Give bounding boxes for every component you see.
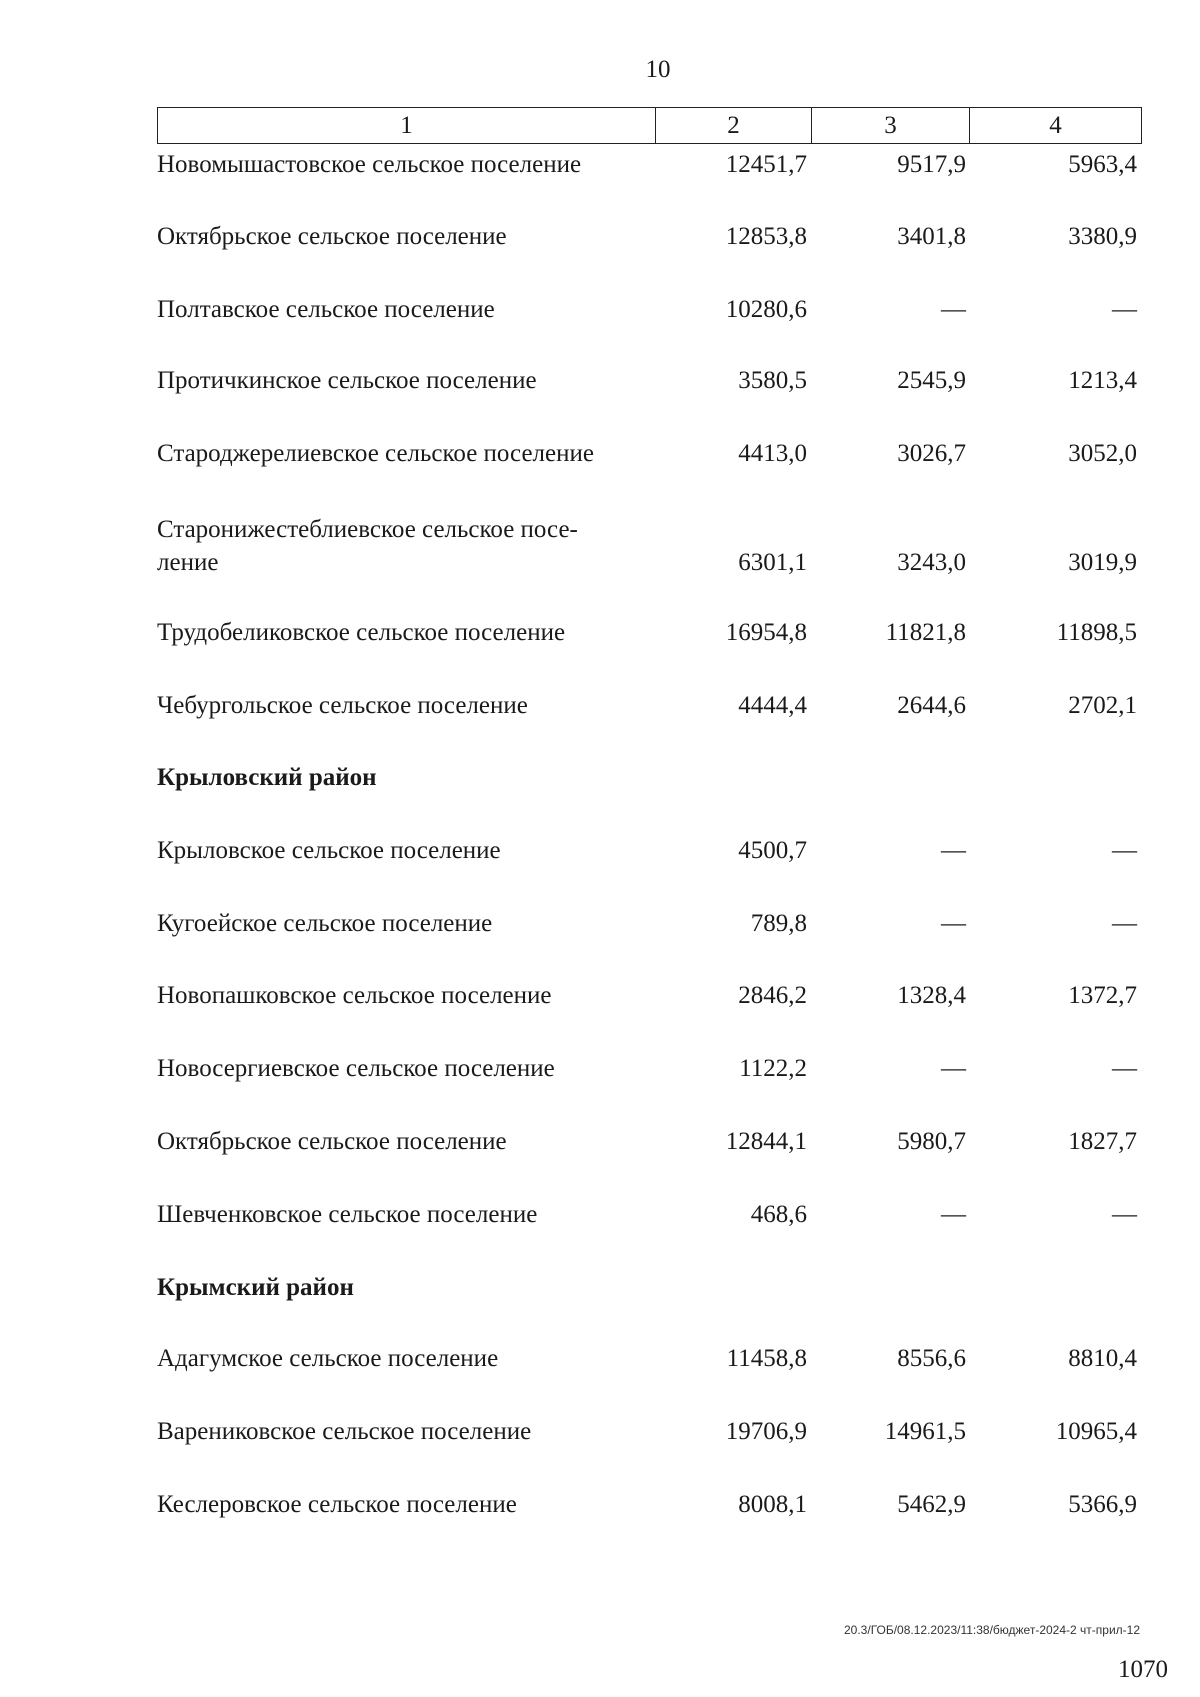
row-value-col-3: 3026,7	[897, 440, 966, 467]
row-value-col-2: 4444,4	[738, 692, 807, 719]
section-heading-text: Крымский район	[157, 1274, 354, 1301]
row-value-col-3: 14961,5	[884, 1418, 966, 1445]
row-value-col-3: —	[941, 1201, 966, 1228]
row-value-col-4: 3019,9	[1068, 549, 1137, 576]
row-value-col-2: 1122,2	[739, 1055, 807, 1082]
row-value-col-2: 8008,1	[738, 1491, 807, 1518]
row-value-col-4: —	[1112, 296, 1137, 323]
row-value-col-3: —	[941, 296, 966, 323]
row-value-col-2: 6301,1	[738, 549, 807, 576]
row-name: Шевченковское сельское поселение	[157, 1201, 538, 1228]
row-name: Октябрьское сельское поселение	[157, 1128, 507, 1155]
header-col-4: 4	[970, 108, 1142, 144]
row-value-col-2: 4413,0	[738, 440, 807, 467]
section-heading-text: Крыловский район	[157, 764, 377, 791]
row-name: Полтавское сельское поселение	[157, 296, 495, 323]
row-value-col-3: 5462,9	[897, 1491, 966, 1518]
row-value-col-3: 11821,8	[885, 619, 966, 646]
header-col-3: 3	[812, 108, 970, 144]
row-name: Кугоейское сельское поселение	[157, 910, 493, 937]
row-value-col-4: 2702,1	[1068, 692, 1137, 719]
row-value-col-2: 11458,8	[726, 1345, 807, 1372]
row-name: Адагумское сельское поселение	[157, 1345, 499, 1372]
row-value-col-2: 2846,2	[738, 982, 807, 1009]
row-value-col-4: 1827,7	[1068, 1128, 1137, 1155]
row-value-col-2: 19706,9	[725, 1418, 807, 1445]
row-value-col-4: 3052,0	[1068, 440, 1137, 467]
sheet-number: 1070	[1118, 1656, 1168, 1683]
page-number: 10	[645, 56, 671, 83]
row-value-col-3: 2644,6	[897, 692, 966, 719]
row-value-col-2: 12451,7	[725, 151, 807, 178]
row-value-col-4: —	[1112, 1055, 1137, 1082]
row-value-col-4: 11898,5	[1056, 619, 1137, 646]
header-col-1: 1	[158, 108, 656, 144]
row-name: Крыловское сельское поселение	[157, 837, 501, 864]
header-col-2: 2	[656, 108, 812, 144]
row-value-col-4: —	[1112, 837, 1137, 864]
row-name: Варениковское сельское поселение	[157, 1418, 532, 1445]
row-name: Октябрьское сельское поселение	[157, 223, 507, 250]
row-name: Старонижестеблиевское сельское посе-	[157, 516, 578, 543]
row-value-col-3: —	[941, 837, 966, 864]
row-value-col-2: 16954,8	[725, 619, 807, 646]
row-value-col-4: 1372,7	[1068, 982, 1137, 1009]
row-value-col-2: 12844,1	[725, 1128, 807, 1155]
row-value-col-4: —	[1112, 910, 1137, 937]
row-value-col-3: 5980,7	[897, 1128, 966, 1155]
table-header	[157, 107, 1142, 144]
row-name: Кеслеровское сельское поселение	[157, 1491, 517, 1518]
row-name: Чебургольское сельское поселение	[157, 692, 528, 719]
row-value-col-3: 3401,8	[897, 223, 966, 250]
row-value-col-3: 2545,9	[897, 367, 966, 394]
row-value-col-2: 4500,7	[738, 837, 807, 864]
row-value-col-3: —	[941, 1055, 966, 1082]
row-name-continued: ление	[157, 549, 219, 576]
row-name: Трудобеликовское сельское поселение	[157, 619, 566, 646]
row-value-col-3: 8556,6	[897, 1345, 966, 1372]
row-value-col-4: 5366,9	[1068, 1491, 1137, 1518]
row-name: Протичкинское сельское поселение	[157, 367, 537, 394]
row-value-col-4: 10965,4	[1055, 1418, 1137, 1445]
row-value-col-3: —	[941, 910, 966, 937]
row-value-col-4: 8810,4	[1068, 1345, 1137, 1372]
row-value-col-4: 5963,4	[1068, 151, 1137, 178]
row-value-col-2: 3580,5	[738, 367, 807, 394]
row-name: Новопашковское сельское поселение	[157, 982, 552, 1009]
row-value-col-4: —	[1112, 1201, 1137, 1228]
row-value-col-3: 3243,0	[897, 549, 966, 576]
row-value-col-4: 1213,4	[1068, 367, 1137, 394]
row-value-col-3: 1328,4	[897, 982, 966, 1009]
row-value-col-2: 468,6	[750, 1201, 807, 1228]
row-name: Новосергиевское сельское поселение	[157, 1055, 555, 1082]
row-value-col-2: 789,8	[750, 910, 807, 937]
row-name: Новомышастовское сельское поселение	[157, 151, 582, 178]
row-value-col-2: 12853,8	[725, 223, 807, 250]
row-value-col-2: 10280,6	[725, 296, 807, 323]
row-name: Староджерелиевское сельское поселение	[157, 440, 594, 467]
row-value-col-3: 9517,9	[897, 151, 966, 178]
footer-stamp: 20.3/ГОБ/08.12.2023/11:38/бюджет-2024-2 чт-прил-12	[844, 1623, 1140, 1637]
row-value-col-4: 3380,9	[1068, 223, 1137, 250]
